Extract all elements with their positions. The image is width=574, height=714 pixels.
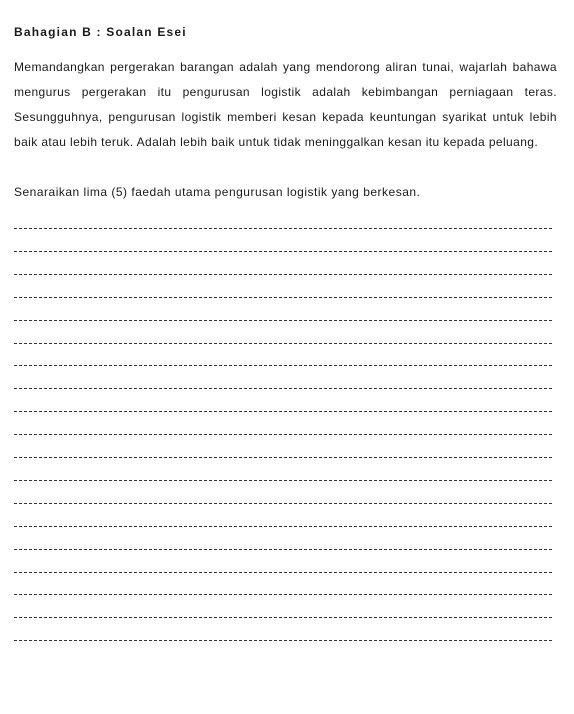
answer-line[interactable]	[14, 572, 552, 573]
answer-line[interactable]	[14, 251, 552, 252]
answer-line[interactable]	[14, 274, 552, 275]
answer-line[interactable]	[14, 594, 552, 595]
answer-line[interactable]	[14, 365, 552, 366]
passage-line: Memandangkan pergerakan barangan adalah yang mendorong aliran tunai, wajarlah bahawa	[14, 60, 557, 74]
question-prompt: Senaraikan lima (5) faedah utama pengurusan logistik yang berkesan.	[14, 185, 421, 199]
answer-line[interactable]	[14, 617, 552, 618]
answer-line[interactable]	[14, 526, 552, 527]
answer-line[interactable]	[14, 549, 552, 550]
answer-line[interactable]	[14, 388, 552, 389]
passage-line: baik atau lebih teruk. Adalah lebih baik untuk tidak meninggalkan kesan itu kepada peluang.	[14, 135, 539, 149]
answer-line[interactable]	[14, 228, 552, 229]
passage-paragraph	[14, 55, 557, 155]
answer-line[interactable]	[14, 343, 552, 344]
answer-line[interactable]	[14, 480, 552, 481]
passage-line: Sesungguhnya, pengurusan logistik memberi kesan kepada keuntungan syarikat untuk lebih	[14, 110, 557, 124]
answer-line[interactable]	[14, 503, 552, 504]
answer-line[interactable]	[14, 434, 552, 435]
answer-line[interactable]	[14, 457, 552, 458]
section-title: Bahagian B : Soalan Esei	[14, 25, 187, 39]
answer-line[interactable]	[14, 297, 552, 298]
answer-line[interactable]	[14, 640, 552, 641]
answer-line[interactable]	[14, 411, 552, 412]
answer-line[interactable]	[14, 320, 552, 321]
passage-line: mengurus pergerakan itu pengurusan logistik adalah kebimbangan perniagaan teras.	[14, 85, 557, 99]
